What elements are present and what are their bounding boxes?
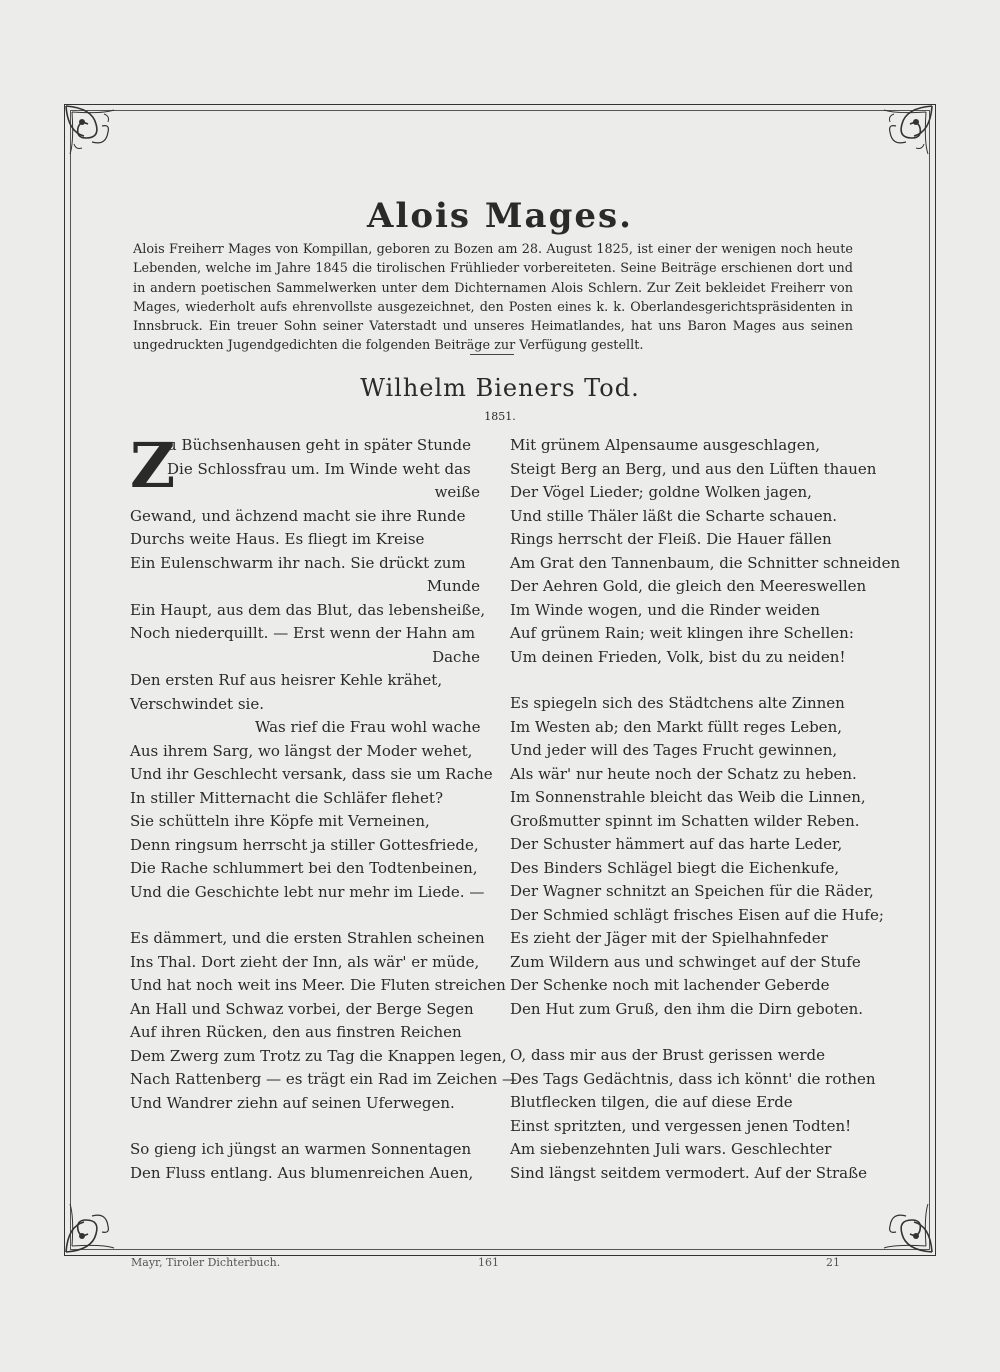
corner-ornament-bottom-left [62,1186,132,1256]
verse-line: Es spiegeln sich des Städtchens alte Zinnen [510,694,845,712]
biography-text: Alois Freiherr Mages von Kompillan, geboren zu Bozen am 28. August 1825, ist einer der wenigen noch heute Lebenden, welche im Jahre 1845 die tirolischen Frühlieder vorbereiteten. Seine Beiträge erschienen dort und in andern poetischen Sammelwerken unter dem Dichternamen Alois Schlern. Zur Zeit bekleidet Freiherr von Mages, wiederholt aufs ehrenvollste ausgezeichnet, den Posten eines k. k. Oberlandesgerichtspräsidenten in Innsbruck. Ein treuer Sohn seiner Vaterstadt und unseres Heimatlandes, hat uns Baron Mages aus seinen ungedruckten Jugendgedichten die folgenden Beiträge zur Verfügung gestellt. [133,242,853,354]
verse-line: Am siebenzehnten Juli wars. Geschlechter [510,1140,832,1158]
verse-line: Und ihr Geschlecht versank, dass sie um Rache [130,765,493,783]
verse-line: An Hall und Schwaz vorbei, der Berge Segen [130,999,474,1018]
corner-ornament-bottom-right [866,1186,936,1256]
drop-cap: Z [130,429,176,502]
verse-line: So gieng ich jüngst an warmen Sonnentagen [130,1140,472,1158]
verse-line: Im Winde wogen, und die Rinder weiden [510,600,820,619]
verse-line: Aus ihrem Sarg, wo längst der Moder wehet, [130,741,473,760]
verse-line: Den Fluss entlang. Aus blumenreichen Auen, [130,1163,474,1182]
verse-line: Noch niederquillt. — Erst wenn der Hahn am [130,624,476,642]
verse-line: Den Hut zum Gruß, den ihm die Dirn geboten. [510,999,864,1018]
verse-line: u Büchsenhausen geht in später Stunde [167,436,472,454]
footer-signature: 21 [826,1256,840,1269]
footer-page-number: 161 [478,1256,499,1269]
verse-line: Der Vögel Lieder; goldne Wolken jagen, [510,483,812,501]
corner-ornament-top-left [62,102,132,172]
verse-line: Der Wagner schnitzt an Speichen für die Räder, [510,882,874,900]
stanza-gap [130,1115,480,1138]
verse-line: Der Schuster hämmert auf das harte Leder, [510,835,843,853]
verse-line: Des Tags Gedächtnis, dass ich könnt' die rothen [510,1069,876,1088]
verse-line: Die Rache schlummert bei den Todtenbeinen, [130,859,478,877]
verse-line: Durchs weite Haus. Es fliegt im Kreise [130,530,425,548]
verse-line: Verschwindet sie. [130,694,264,713]
poem-column-right [510,434,901,1185]
verse-line: Und hat noch weit ins Meer. Die Fluten streichen [130,976,506,994]
stanza-gap [510,669,850,692]
verse-line: Nach Rattenberg — es trägt ein Rad im Zeichen — [130,1070,518,1088]
stanza-gap [510,1021,850,1044]
verse-line: Großmutter spinnt im Schatten wilder Reben. [510,811,860,830]
verse-line: Und jeder will des Tages Frucht gewinnen, [510,741,838,759]
verse-line: Auf ihren Rücken, den aus finstren Reichen [130,1023,462,1041]
verse-line: Rings herrscht der Fleiß. Die Hauer fällen [510,530,832,548]
verse-line: Die Schlossfrau um. Im Winde weht das [167,459,471,478]
verse-line: Einst spritzten, und vergessen jenen Todten! [510,1116,852,1135]
verse-line: Und die Geschichte lebt nur mehr im Liede. — [130,882,485,901]
author-biography [133,240,853,356]
verse-line: Um deinen Frieden, Volk, bist du zu neiden! [510,647,846,666]
verse-line: Es zieht der Jäger mit der Spielhahnfeder [510,929,828,947]
verse-line: Denn ringsum herrscht ja stiller Gottesfriede, [130,835,479,854]
verse-line: In stiller Mitternacht die Schläfer flehet? [130,788,443,807]
footer-book-title: Mayr, Tiroler Dichterbuch. [131,1256,281,1269]
section-divider [470,354,514,355]
poem-year: 1851. [484,410,516,423]
verse-line: Und stille Thäler läßt die Scharte schauen. [510,506,838,525]
author-title: Alois Mages. [367,196,633,236]
poem-title: Wilhelm Bieners Tod. [360,374,640,402]
verse-line: O, dass mir aus der Brust gerissen werde [510,1046,825,1064]
verse-line: Im Sonnenstrahle bleicht das Weib die Linnen, [510,788,866,806]
verse-line: Zum Wildern aus und schwinget auf der Stufe [510,952,861,971]
verse-line: weiße [434,483,480,501]
verse-line: Ein Eulenschwarm ihr nach. Sie drückt zum [130,553,466,572]
verse-line: Auf grünem Rain; weit klingen ihre Schellen: [510,624,854,642]
verse-line: Am Grat den Tannenbaum, die Schnitter schneiden [510,553,901,572]
verse-line: Der Schenke noch mit lachender Geberde [510,976,830,994]
verse-line: Der Schmied schlägt frisches Eisen auf die Hufe; [510,905,884,924]
verse-line: Steigt Berg an Berg, und aus den Lüften thauen [510,459,877,478]
corner-ornament-top-right [866,102,936,172]
verse-line: Des Binders Schlägel biegt die Eichenkufe, [510,858,840,877]
verse-line: Munde [426,577,480,595]
verse-line: Dem Zwerg zum Trotz zu Tag die Knappen legen, [130,1046,507,1065]
verse-line: Gewand, und ächzend macht sie ihre Runde [130,506,466,525]
verse-line: Der Aehren Gold, die gleich den Meereswellen [510,577,867,595]
verse-line: Es dämmert, und die ersten Strahlen scheinen [130,929,485,947]
verse-line: Den ersten Ruf aus heisrer Kehle krähet, [130,671,443,689]
poem-column-left [130,429,518,1185]
verse-line: Mit grünem Alpensaume ausgeschlagen, [510,436,821,454]
verse-line: Blutflecken tilgen, die auf diese Erde [510,1093,793,1111]
verse-line: Als wär' nur heute noch der Schatz zu heben. [510,764,857,783]
verse-line: Im Westen ab; den Markt füllt reges Leben, [510,717,842,736]
verse-line: Und Wandrer ziehn auf seinen Uferwegen. [130,1093,455,1112]
stanza-gap [130,904,480,927]
verse-line: Sie schütteln ihre Köpfe mit Verneinen, [130,812,430,830]
verse-line: Dache [432,647,480,666]
verse-line: Was rief die Frau wohl wache [255,718,481,736]
verse-line: Sind längst seitdem vermodert. Auf der Straße [510,1163,868,1182]
verse-line: Ein Haupt, aus dem das Blut, das lebensheiße, [130,600,486,619]
verse-line: Ins Thal. Dort zieht der Inn, als wär' er müde, [130,952,480,971]
